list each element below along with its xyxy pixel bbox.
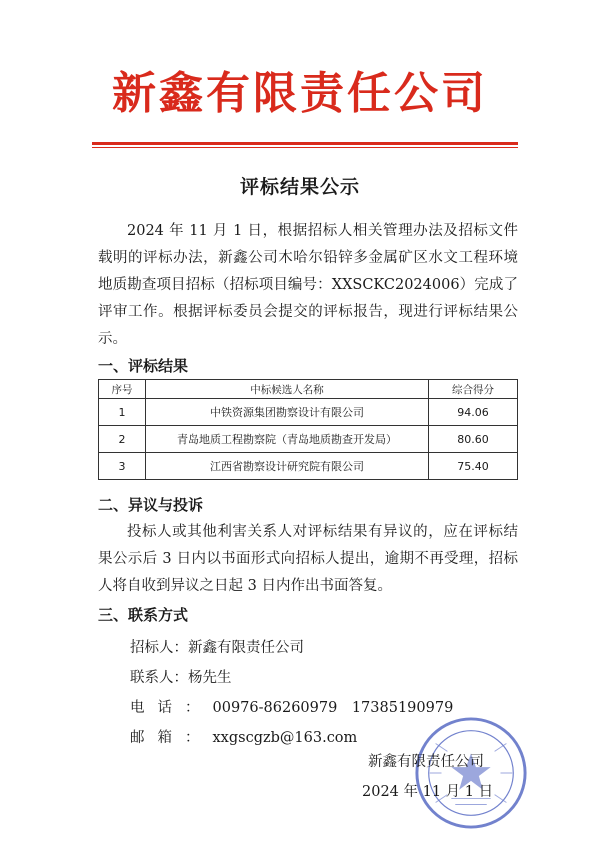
- header-score: 综合得分: [429, 380, 518, 399]
- contact-person-label: 联系人：: [130, 670, 188, 686]
- table-header-row: [99, 380, 518, 399]
- company-letterhead: 新鑫有限责任公司: [112, 68, 488, 119]
- row-candidate-name: 中铁资源集团勘察设计有限公司: [146, 399, 429, 426]
- signature-date: 2024 年 11 月 1 日: [362, 784, 494, 800]
- intro-paragraph: 2024 年 11 月 1 日，根据招标人相关管理办法及招标文件载明的评标办法，新鑫公司木哈尔铅锌多金属矿区水文工程环境地质勘查项目招标（招标项目编号：XXSCKC2024006）完成了评审工作。根据评标委员会提交的评标报告，现进行评标结果公示。: [98, 223, 518, 347]
- objection-paragraph: 投标人或其他利害关系人对评标结果有异议的，应在评标结果公示后 3 日内以书面形式向招标人提出，逾期不再受理，招标人将自收到异议之日起 3 日内作出书面答复。: [98, 524, 518, 594]
- row-candidate-name: 江西省勘察设计研究院有限公司: [146, 453, 429, 480]
- document-title: 评标结果公示: [239, 176, 360, 198]
- section-heading-objection: 二、异议与投诉: [98, 496, 204, 514]
- contact-phone-value: 00976-86260979 17385190979: [212, 700, 454, 716]
- table-row: [99, 399, 518, 426]
- row-score: 94.06: [429, 399, 518, 426]
- table-row: [99, 426, 518, 453]
- contact-phone: [130, 696, 453, 717]
- row-index: 2: [99, 426, 146, 453]
- signature-company: 新鑫有限责任公司: [368, 754, 484, 770]
- row-index: 1: [99, 399, 146, 426]
- contact-person: [130, 666, 232, 687]
- header-candidate-name: 中标候选人名称: [146, 380, 429, 399]
- row-index: 3: [99, 453, 146, 480]
- contact-tenderer-label: 招标人：: [130, 640, 188, 656]
- results-table: [98, 379, 518, 480]
- contact-email-value[interactable]: xxgscgzb@163.com: [212, 730, 358, 746]
- contact-email-label: 邮箱：: [130, 730, 213, 746]
- row-score: 80.60: [429, 426, 518, 453]
- company-seal-stamp: [412, 714, 530, 832]
- section-heading-contact: 三、联系方式: [98, 606, 189, 624]
- row-candidate-name: 青岛地质工程勘察院（青岛地质勘查开发局）: [146, 426, 429, 453]
- letterhead-divider-thin: [92, 147, 518, 148]
- contact-email: [130, 726, 357, 747]
- table-row: [99, 453, 518, 480]
- letterhead-divider-thick: [92, 142, 518, 145]
- contact-phone-label: 电话：: [130, 700, 213, 716]
- contact-tenderer: [130, 636, 304, 657]
- row-score: 75.40: [429, 453, 518, 480]
- contact-tenderer-value: 新鑫有限责任公司: [188, 640, 304, 656]
- section-heading-results: 一、评标结果: [98, 357, 189, 375]
- contact-person-value: 杨先生: [188, 670, 232, 686]
- header-index: 序号: [99, 380, 146, 399]
